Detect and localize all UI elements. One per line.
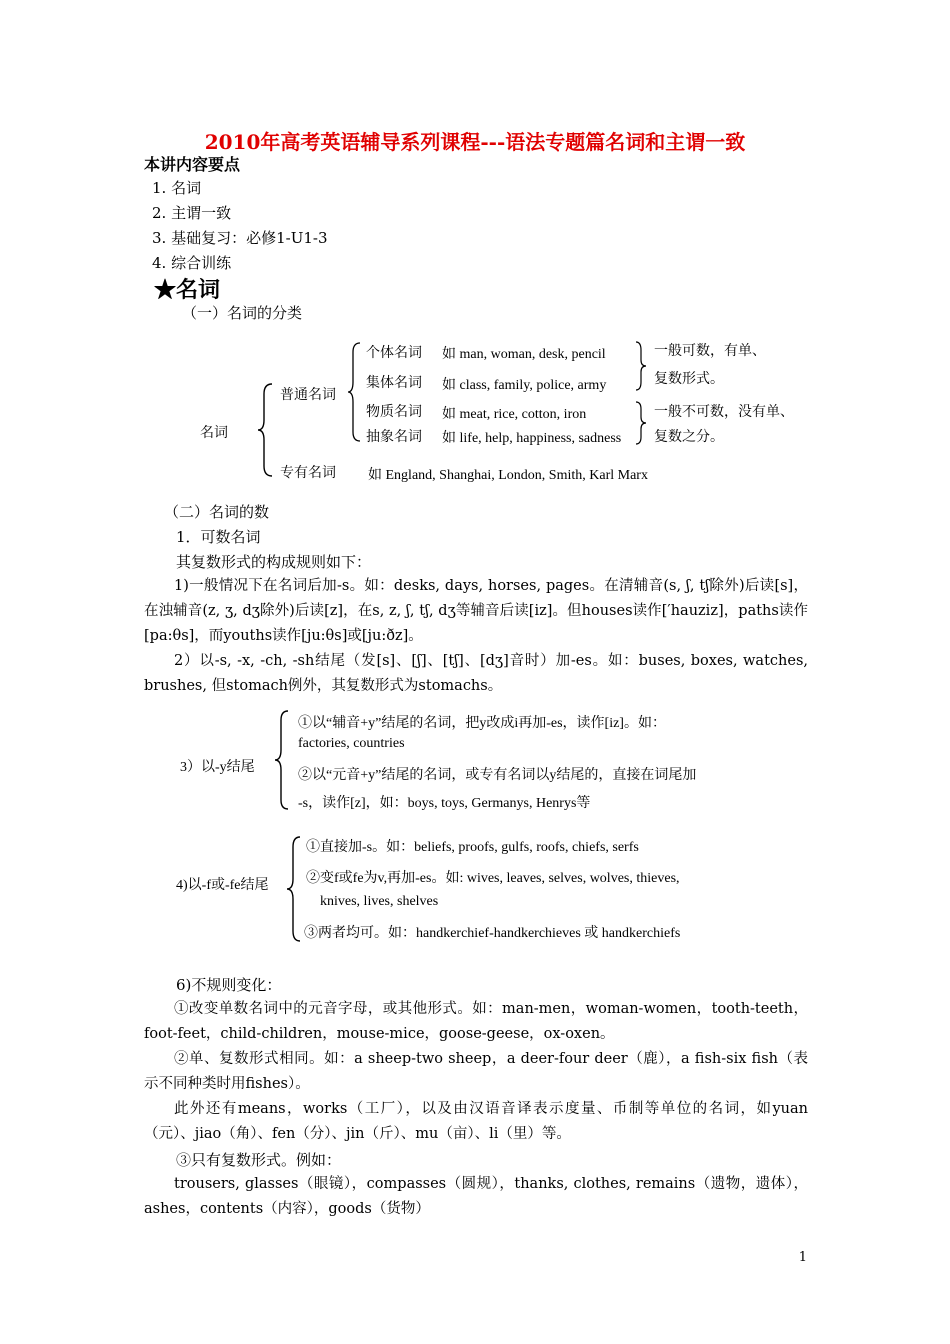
diagram-proper: 专有名词	[280, 466, 336, 481]
outline-heading: 本讲内容要点	[144, 155, 241, 174]
diagram-common: 普通名词	[280, 388, 336, 403]
diagram-type: 物质名词	[366, 405, 422, 420]
rule-item: ①以“辅音+y”结尾的名词，把y改成i再加-es，读作[iz]。如：	[298, 716, 666, 731]
diagram-note: 一般可数，有单、	[654, 344, 766, 359]
brace-icon	[634, 400, 648, 446]
brace-icon	[256, 380, 276, 480]
outline-item: 4. 综合训练	[152, 254, 232, 272]
paragraph: ③只有复数形式。例如：	[176, 1151, 342, 1169]
paragraph: trousers, glasses（眼镜），compasses（圆规），thanks, clothes, remains（遗物，遗体），ashes，contents（内容），goods（货物）	[144, 1176, 808, 1217]
diagram-example: 如 man, woman, desk, pencil	[442, 347, 606, 362]
paragraph: 2）以-s, -x, -ch, -sh结尾（发[s]、[ʃ]、[tʃ]、[dʒ]音时）加-es。如：buses, boxes, watches, brushes, 但stomach例外，其复数形式为stomachs。	[144, 653, 808, 694]
diagram-note: 复数形式。	[654, 372, 724, 387]
page-title: 2010年高考英语辅导系列课程---语法专题篇名词和主谓一致	[204, 130, 746, 154]
paragraph: 其复数形式的构成规则如下：	[176, 553, 372, 571]
diagram-example: 如 life, help, happiness, sadness	[442, 431, 622, 446]
diagram-root: 名词	[200, 426, 228, 441]
rule-item: ③两者均可。如：handkerchief-handkerchieves 或 handkerchiefs	[304, 926, 681, 941]
diagram-example: 如 meat, rice, cotton, iron	[442, 407, 587, 422]
diagram-note: 复数之分。	[654, 430, 724, 445]
brace-icon	[272, 708, 292, 812]
subsection-heading: （一）名词的分类	[182, 304, 303, 322]
rule-item: factories, countries	[298, 736, 405, 751]
rule-label: 3）以-y结尾	[180, 760, 255, 775]
section-heading: ★名词	[154, 277, 221, 303]
brace-icon	[284, 834, 304, 944]
outline-item: 2. 主谓一致	[152, 204, 232, 222]
rule-label: 4)以-f或-fe结尾	[176, 878, 269, 893]
brace-icon	[634, 340, 648, 392]
rule-item: knives, lives, shelves	[320, 894, 439, 909]
brace-icon	[346, 340, 364, 444]
rule-item: -s，读作[z]，如：boys, toys, Germanys, Henrys等	[298, 796, 591, 811]
rule-item: ②变f或fe为v,再加-es。如: wives, leaves, selves, wolves, thieves,	[306, 871, 680, 886]
page-number: 1	[798, 1250, 807, 1265]
subheading: 6)不规则变化：	[176, 976, 282, 994]
paragraph: 此外还有means，works（工厂），以及由汉语音译表示度量、币制等单位的名词，如yuan（元）、jiao（角）、fen（分）、jin（斤）、mu（亩）、li（里）等。	[144, 1101, 808, 1142]
subheading: 1．可数名词	[176, 528, 261, 546]
diagram-type: 抽象名词	[366, 430, 422, 445]
diagram-example: 如 class, family, police, army	[442, 378, 607, 393]
paragraph: ①改变单数名词中的元音字母，或其他形式。如：man-men，woman-women，tooth-teeth，foot-feet，child-children，mouse-mice，goose-geese，ox-oxen。	[144, 1001, 808, 1042]
diagram-type: 个体名词	[366, 346, 422, 361]
outline-item: 3. 基础复习：必修1-U1-3	[152, 229, 328, 247]
rule-item: ①直接加-s。如：beliefs, proofs, gulfs, roofs, chiefs, serfs	[306, 840, 639, 855]
diagram-note: 一般不可数，没有单、	[654, 405, 794, 420]
subsection-heading: （二）名词的数	[164, 503, 270, 521]
paragraph: ②单、复数形式相同。如：a sheep-two sheep，a deer-four deer（鹿），a fish-six fish（表示不同种类时用fishes）。	[144, 1051, 808, 1092]
diagram-proper-example: 如 England, Shanghai, London, Smith, Karl Marx	[368, 468, 648, 483]
diagram-type: 集体名词	[366, 376, 422, 391]
paragraph: 1)一般情况下在名词后加-s。如：desks, days, horses, pages。在清辅音(s, ʃ, tʃ除外)后读[s]，在浊辅音(z, ʒ, dʒ除外)后读[z]，在s, z, ʃ, tʃ, dʒ等辅音后读[iz]。但houses读作[′hauziz]，paths读作[pa:θs]，而youths读作[ju:θs]或[ju:ðz]。	[144, 578, 808, 644]
rule-item: ②以“元音+y”结尾的名词，或专有名词以y结尾的，直接在词尾加	[298, 768, 697, 783]
outline-item: 1. 名词	[152, 179, 202, 197]
